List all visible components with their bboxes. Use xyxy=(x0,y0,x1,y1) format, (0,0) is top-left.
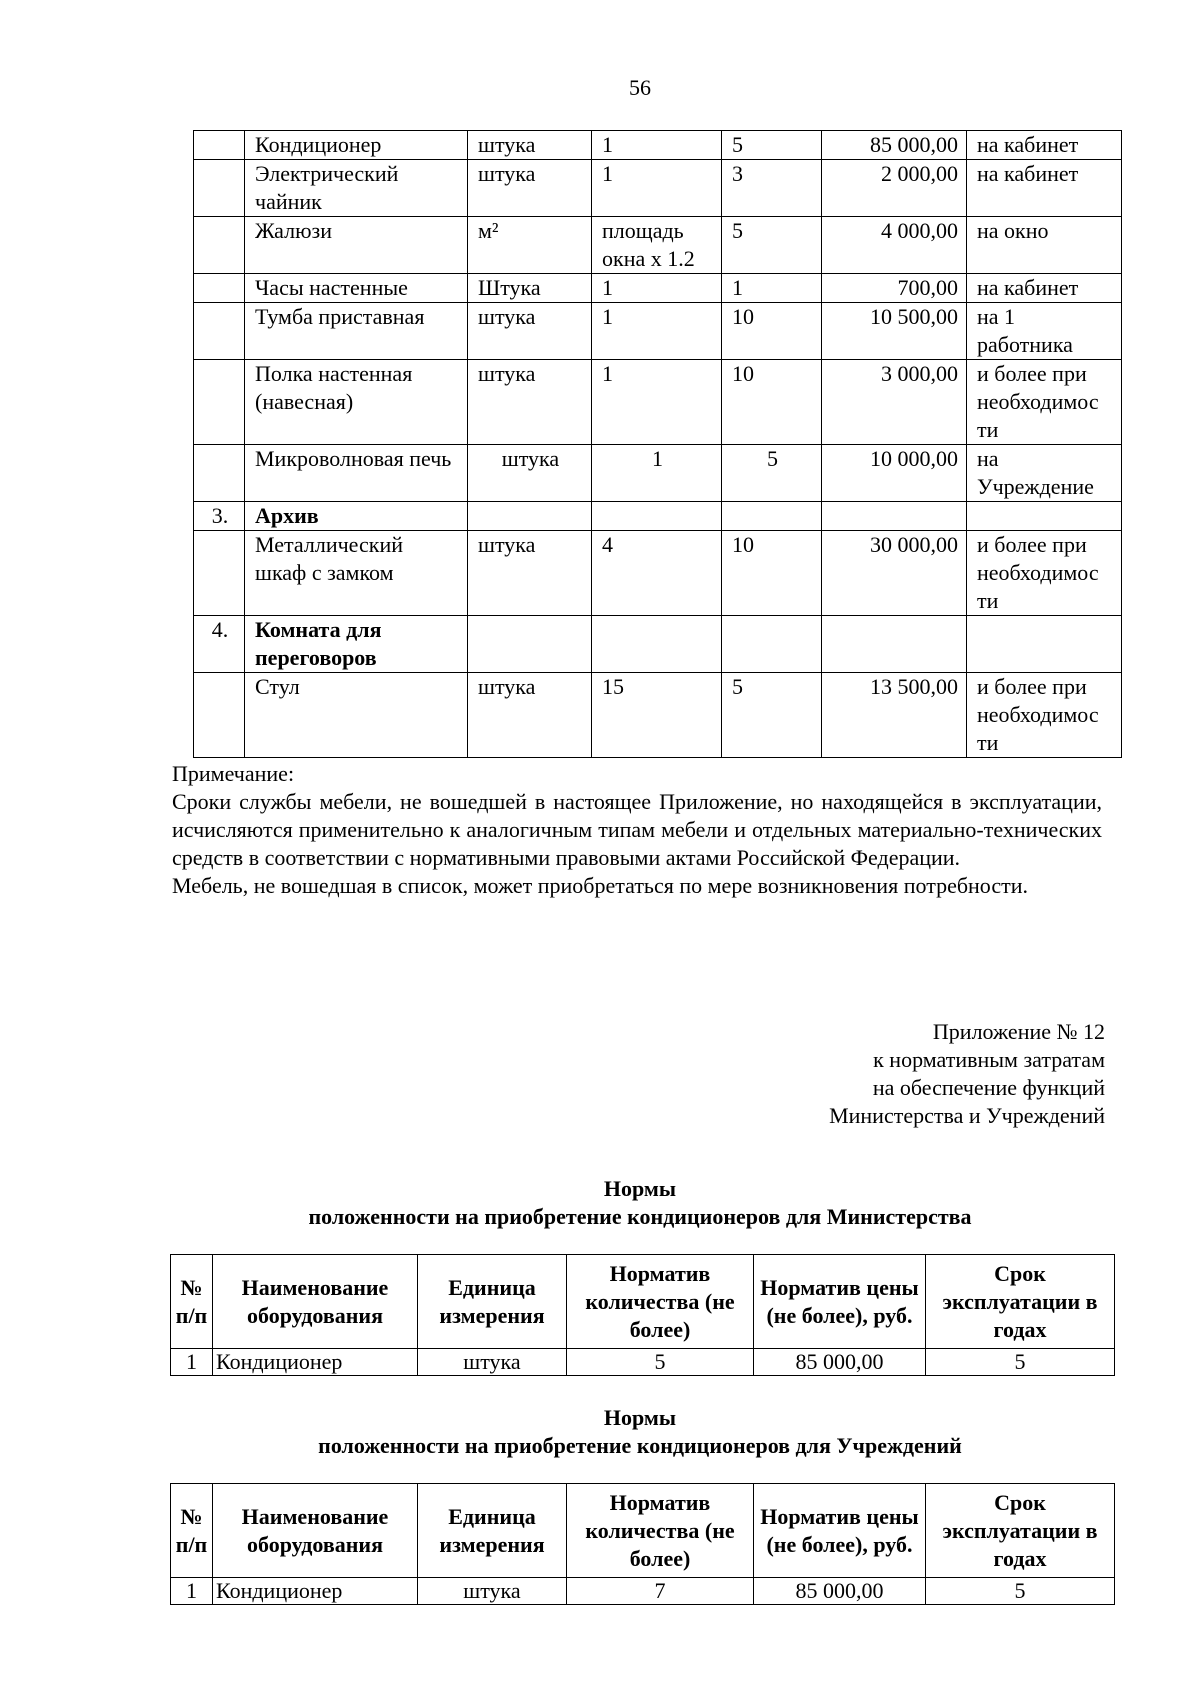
appendix-line-1: Приложение № 12 xyxy=(932,1019,1105,1044)
ministry-title-2: положенности на приобретение кондиционеров для Министерства xyxy=(308,1204,972,1229)
cell-qty: 1 xyxy=(592,360,722,445)
cell-price: 85 000,00 xyxy=(754,1349,926,1376)
cell-years xyxy=(722,616,822,673)
cell-unit: штука xyxy=(468,531,592,616)
header-qty: Норматив количества (не более) xyxy=(567,1255,754,1349)
cell-years: 3 xyxy=(722,160,822,217)
cell-note: и более при необходимос ти xyxy=(967,360,1122,445)
cell-note: на окно xyxy=(967,217,1122,274)
cell-price xyxy=(822,502,967,531)
cell-name: Часы настенные xyxy=(245,274,468,303)
table-row xyxy=(171,1349,1115,1376)
cell-qty: площадь окна х 1.2 xyxy=(592,217,722,274)
section-row xyxy=(194,502,1122,531)
page-number: 56 xyxy=(629,75,651,100)
cell-num xyxy=(194,160,245,217)
cell-unit: Штука xyxy=(468,274,592,303)
cell-unit: штука xyxy=(468,445,592,502)
cell-num: 1 xyxy=(171,1578,213,1605)
cell-name: Кондиционер xyxy=(213,1349,418,1376)
cell-years xyxy=(722,502,822,531)
note-heading: Примечание: xyxy=(172,761,295,786)
cell-price: 4 000,00 xyxy=(822,217,967,274)
cell-name: Микроволновая печь xyxy=(245,445,468,502)
cell-years: 5 xyxy=(722,445,822,502)
cell-price: 2 000,00 xyxy=(822,160,967,217)
header-price: Норматив цены (не более), руб. xyxy=(754,1255,926,1349)
cell-price: 30 000,00 xyxy=(822,531,967,616)
cell-qty: 15 xyxy=(592,673,722,758)
note-block xyxy=(172,760,1102,900)
cell-name: Кондиционер xyxy=(213,1578,418,1605)
cell-num: 3. xyxy=(194,502,245,531)
cell-price: 85 000,00 xyxy=(822,131,967,160)
cell-qty: 1 xyxy=(592,131,722,160)
cell-num xyxy=(194,531,245,616)
cell-unit xyxy=(468,502,592,531)
cell-years: 5 xyxy=(926,1349,1115,1376)
table-row xyxy=(194,531,1122,616)
cell-note: на кабинет xyxy=(967,160,1122,217)
header-qty: Норматив количества (не более) xyxy=(567,1484,754,1578)
cell-unit: м² xyxy=(468,217,592,274)
cell-qty: 1 xyxy=(592,274,722,303)
cell-note xyxy=(967,616,1122,673)
table-row xyxy=(194,445,1122,502)
cell-years: 5 xyxy=(926,1578,1115,1605)
note-paragraph-2: Мебель, не вошедшая в список, может приобретаться по мере возникновения потребности. xyxy=(172,873,1029,898)
header-unit: Единица измерения xyxy=(418,1484,567,1578)
table-row xyxy=(194,131,1122,160)
cell-price: 85 000,00 xyxy=(754,1578,926,1605)
cell-unit: штука xyxy=(418,1578,567,1605)
cell-name: Кондиционер xyxy=(245,131,468,160)
cell-unit: штука xyxy=(468,360,592,445)
cell-note xyxy=(967,502,1122,531)
cell-price: 13 500,00 xyxy=(822,673,967,758)
cell-qty: 4 xyxy=(592,531,722,616)
cell-name: Жалюзи xyxy=(245,217,468,274)
table-row xyxy=(194,217,1122,274)
table-row xyxy=(194,673,1122,758)
cell-name: Комната для переговоров xyxy=(245,616,468,673)
cell-unit: штука xyxy=(468,160,592,217)
table-row xyxy=(194,360,1122,445)
cell-price: 700,00 xyxy=(822,274,967,303)
cell-name: Стул xyxy=(245,673,468,758)
ministry-table xyxy=(170,1254,1115,1376)
cell-years: 10 xyxy=(722,303,822,360)
cell-num: 1 xyxy=(171,1349,213,1376)
cell-num xyxy=(194,274,245,303)
ministry-title-1: Нормы xyxy=(603,1176,677,1201)
cell-qty: 7 xyxy=(567,1578,754,1605)
cell-years: 1 xyxy=(722,274,822,303)
cell-qty xyxy=(592,502,722,531)
cell-qty: 5 xyxy=(567,1349,754,1376)
cell-name: Архив xyxy=(245,502,468,531)
appendix-line-3: на обеспечение функций xyxy=(872,1075,1105,1100)
header-name: Наименование оборудования xyxy=(213,1484,418,1578)
cell-price: 3 000,00 xyxy=(822,360,967,445)
institutions-title-2: положенности на приобретение кондиционеров для Учреждений xyxy=(318,1433,962,1458)
cell-qty xyxy=(592,616,722,673)
header-unit: Единица измерения xyxy=(418,1255,567,1349)
institutions-table xyxy=(170,1483,1115,1605)
cell-num xyxy=(194,360,245,445)
table-row xyxy=(194,160,1122,217)
cell-name: Металлический шкаф с замком xyxy=(245,531,468,616)
cell-price: 10 000,00 xyxy=(822,445,967,502)
cell-price xyxy=(822,616,967,673)
header-num: № п/п xyxy=(171,1255,213,1349)
cell-years: 5 xyxy=(722,217,822,274)
cell-qty: 1 xyxy=(592,160,722,217)
table-row xyxy=(194,274,1122,303)
ministry-header-row xyxy=(171,1255,1115,1349)
cell-qty: 1 xyxy=(592,445,722,502)
cell-years: 5 xyxy=(722,131,822,160)
institutions-title-1: Нормы xyxy=(603,1405,677,1430)
table-row xyxy=(194,303,1122,360)
cell-qty: 1 xyxy=(592,303,722,360)
appendix-line-4: Министерства и Учреждений xyxy=(829,1103,1105,1128)
header-price: Норматив цены (не более), руб. xyxy=(754,1484,926,1578)
cell-unit: штука xyxy=(468,673,592,758)
cell-note: на кабинет xyxy=(967,131,1122,160)
cell-years: 5 xyxy=(722,673,822,758)
cell-note: на 1 работника xyxy=(967,303,1122,360)
cell-unit: штука xyxy=(418,1349,567,1376)
cell-years: 10 xyxy=(722,360,822,445)
header-years: Срок эксплуатации в годах xyxy=(926,1484,1115,1578)
cell-unit: штука xyxy=(468,131,592,160)
cell-num: 4. xyxy=(194,616,245,673)
cell-num xyxy=(194,445,245,502)
inventory-table xyxy=(193,130,1122,758)
note-paragraph-1: Сроки службы мебели, не вошедшей в настоящее Приложение, но находящейся в эксплуатации, исчисляются применительно к аналогичным типам мебели и отдельных материально-технических средств в соответствии с нормативными правовыми актами Российской Федерации. xyxy=(172,789,1102,870)
header-name: Наименование оборудования xyxy=(213,1255,418,1349)
appendix-header xyxy=(605,1018,1105,1130)
cell-note: и более при необходимос ти xyxy=(967,531,1122,616)
header-years: Срок эксплуатации в годах xyxy=(926,1255,1115,1349)
cell-num xyxy=(194,303,245,360)
cell-unit xyxy=(468,616,592,673)
cell-name: Тумба приставная xyxy=(245,303,468,360)
cell-num xyxy=(194,673,245,758)
cell-num xyxy=(194,217,245,274)
cell-note: на Учреждение xyxy=(967,445,1122,502)
cell-name: Электрический чайник xyxy=(245,160,468,217)
institutions-header-row xyxy=(171,1484,1115,1578)
cell-price: 10 500,00 xyxy=(822,303,967,360)
cell-name: Полка настенная (навесная) xyxy=(245,360,468,445)
table-row xyxy=(171,1578,1115,1605)
cell-note: на кабинет xyxy=(967,274,1122,303)
cell-unit: штука xyxy=(468,303,592,360)
cell-years: 10 xyxy=(722,531,822,616)
appendix-line-2: к нормативным затратам xyxy=(873,1047,1105,1072)
section-row xyxy=(194,616,1122,673)
cell-num xyxy=(194,131,245,160)
cell-note: и более при необходимос ти xyxy=(967,673,1122,758)
header-num: № п/п xyxy=(171,1484,213,1578)
